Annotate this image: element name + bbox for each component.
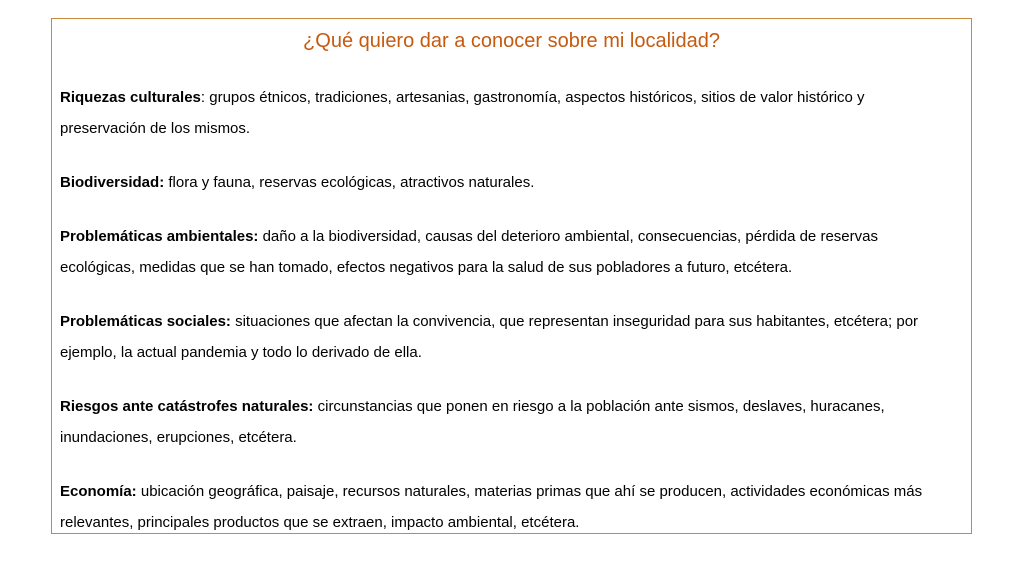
topic-riquezas-culturales <box>60 82 953 144</box>
topic-term: Problemáticas ambientales: <box>60 228 259 245</box>
topic-biodiversidad <box>60 167 953 198</box>
topic-term: Biodiversidad: <box>60 174 165 191</box>
topic-riesgos-catastrofes <box>60 391 953 453</box>
topic-economia <box>60 476 953 538</box>
topic-problematicas-ambientales <box>60 221 953 283</box>
topic-description: ubicación geográfica, paisaje, recursos naturales, materias primas que ahí se producen, actividades económicas más relevantes, principales productos que se extraen, impacto ambiental, etcétera. <box>60 483 923 531</box>
topic-description: : grupos étnicos, tradiciones, artesanias, gastronomía, aspectos históricos, sitios de valor histórico y preservación de los mismos. <box>60 89 865 137</box>
topic-description: daño a la biodiversidad, causas del deterioro ambiental, consecuencias, pérdida de reservas ecológicas, medidas que se han tomado, efectos negativos para la salud de sus pobladores a futuro, etcétera. <box>60 228 878 276</box>
topic-term: Problemáticas sociales: <box>60 313 231 330</box>
page-title: ¿Qué quiero dar a conocer sobre mi localidad? <box>303 30 720 52</box>
topic-description: circunstancias que ponen en riesgo a la población ante sismos, deslaves, huracanes, inundaciones, erupciones, etcétera. <box>60 398 885 446</box>
topic-term: Riesgos ante catástrofes naturales: <box>60 398 314 415</box>
topic-problematicas-sociales <box>60 306 953 368</box>
topic-term: Economía: <box>60 483 137 500</box>
content-box <box>51 18 972 534</box>
topic-list <box>60 82 953 561</box>
topic-description: situaciones que afectan la convivencia, que representan inseguridad para sus habitantes, etcétera; por ejemplo, la actual pandemia y todo lo derivado de ella. <box>60 313 919 361</box>
topic-term: Riquezas culturales <box>60 89 201 106</box>
topic-description: flora y fauna, reservas ecológicas, atractivos naturales. <box>164 174 535 191</box>
